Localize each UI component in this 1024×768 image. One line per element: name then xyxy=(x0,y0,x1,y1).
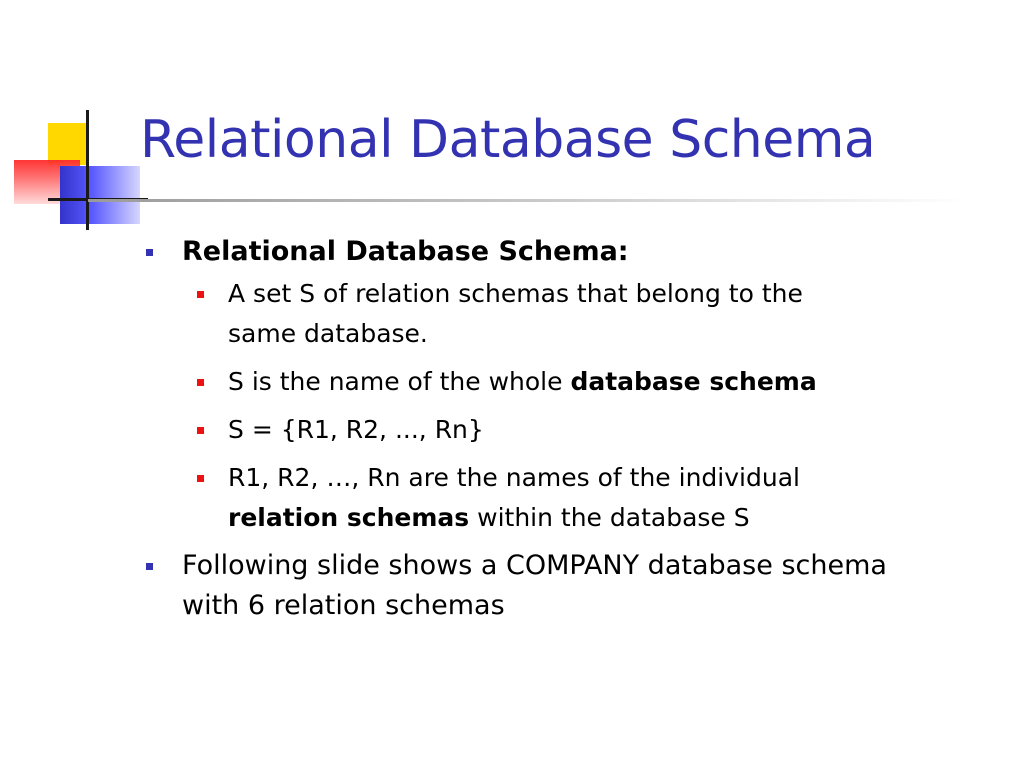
bullet-text: S = {R1, R2, ..., Rn} xyxy=(228,415,484,444)
square-bullet-icon xyxy=(197,291,204,298)
bullet-text-rest: within the database S xyxy=(469,503,750,532)
bullet-text-bold: relation schemas xyxy=(228,503,470,532)
bullet-text-line1: Following slide shows a COMPANY database schema xyxy=(182,550,887,581)
logo-vertical-line xyxy=(86,110,89,230)
square-bullet-icon xyxy=(197,475,204,482)
square-bullet-icon xyxy=(197,379,204,386)
bullet-level2 xyxy=(140,274,990,354)
bullet-level2 xyxy=(140,410,990,450)
bullet-text-line1: R1, R2, …, Rn are the names of the individual xyxy=(228,463,800,492)
slide-content xyxy=(140,232,990,628)
bullet-text-line2: same database. xyxy=(228,319,428,348)
slide-title: Relational Database Schema xyxy=(140,110,876,170)
decorative-logo xyxy=(0,0,150,240)
title-underline xyxy=(88,199,968,202)
logo-blue-square xyxy=(60,166,140,224)
bullet-text-bold: database schema xyxy=(570,367,817,396)
bullet-text: Relational Database Schema: xyxy=(182,236,629,267)
bullet-level1 xyxy=(140,232,990,272)
logo-yellow-square xyxy=(48,123,86,165)
bullet-level2 xyxy=(140,362,990,402)
bullet-level1 xyxy=(140,546,990,626)
square-bullet-icon xyxy=(146,563,153,570)
bullet-text: S is the name of the whole xyxy=(228,367,571,396)
bullet-level2 xyxy=(140,458,990,538)
bullet-text-line2: with 6 relation schemas xyxy=(182,590,505,621)
square-bullet-icon xyxy=(197,427,204,434)
bullet-text-line1: A set S of relation schemas that belong to the xyxy=(228,279,803,308)
square-bullet-icon xyxy=(146,249,153,256)
